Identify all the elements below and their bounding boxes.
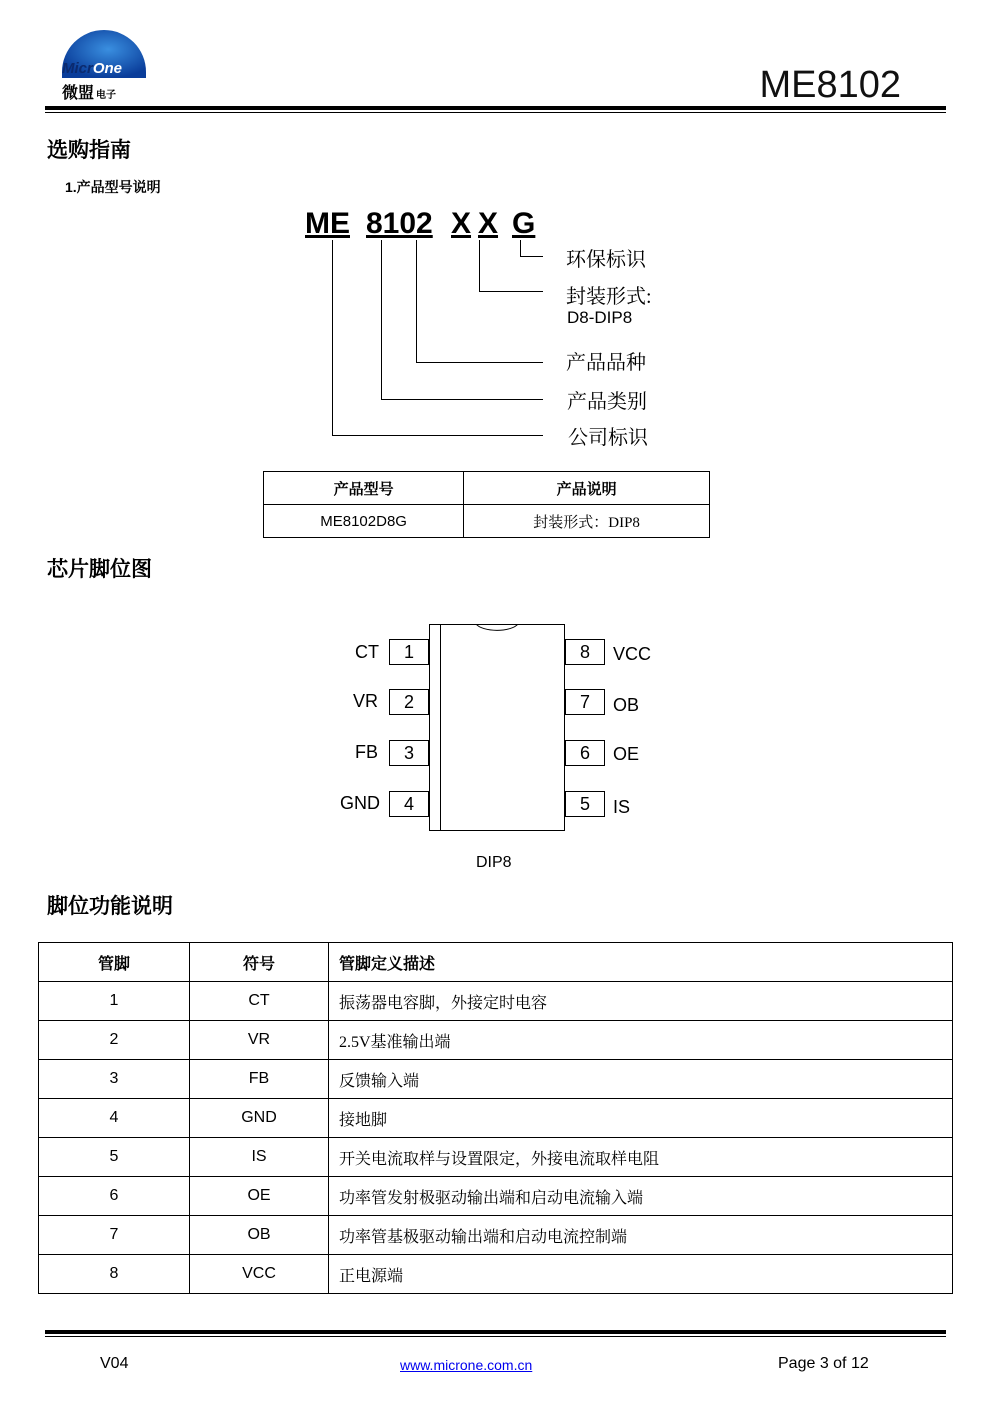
pin-box-4: 4: [389, 791, 429, 817]
cell-symbol: VCC: [190, 1255, 329, 1294]
pin-name-ob: OB: [613, 695, 640, 715]
cell-symbol: CT: [190, 982, 329, 1021]
code-part-x1: X: [451, 207, 472, 240]
pin-box-6: 6: [565, 740, 605, 766]
pin-box-2: 2: [389, 689, 429, 715]
connector-category-h: [381, 399, 543, 400]
cell-pin: 3: [39, 1060, 190, 1099]
section-title-selection: 选购指南: [47, 139, 131, 162]
connector-variant-h: [416, 362, 543, 363]
label-company: 公司标识: [568, 427, 648, 449]
model-table: [263, 471, 710, 538]
connector-package-h: [479, 291, 543, 292]
pin-box-7: 7: [565, 689, 605, 715]
model-table-header-cell: 产品说明: [464, 472, 710, 505]
cell-pin: 8: [39, 1255, 190, 1294]
cell-symbol: FB: [190, 1060, 329, 1099]
model-table-header: [264, 472, 710, 505]
cell-description: 功率管发射极驱动输出端和启动电流输入端: [329, 1177, 953, 1216]
header-rule: [45, 106, 946, 110]
table-row: [39, 1255, 953, 1294]
package-label: DIP8: [476, 854, 512, 871]
code-part-8102: 8102: [366, 207, 433, 240]
table-row: [264, 505, 710, 538]
connector-variant-v: [416, 240, 417, 362]
cell-description: 接地脚: [329, 1099, 953, 1138]
table-row: [39, 1138, 953, 1177]
pin-function-header: [39, 943, 953, 982]
cell-pin: 2: [39, 1021, 190, 1060]
footer-page-number: Page 3 of 12: [778, 1355, 869, 1372]
pin-name-gnd: GND: [340, 793, 380, 813]
table-row: [39, 1060, 953, 1099]
code-part-g: G: [512, 207, 536, 240]
connector-eco-v: [520, 240, 521, 256]
cell-pin: 4: [39, 1099, 190, 1138]
footer-rule: [45, 1330, 946, 1334]
document-title: ME8102: [759, 64, 901, 106]
cell-description: 2.5V基准输出端: [329, 1021, 953, 1060]
footer-website: [400, 1357, 532, 1373]
cell-symbol: GND: [190, 1099, 329, 1138]
pin-box-8: 8: [565, 639, 605, 665]
table-row: [39, 1021, 953, 1060]
connector-eco-h: [520, 256, 543, 257]
footer-rule-thin: [45, 1336, 946, 1337]
footer-version: V04: [100, 1355, 129, 1372]
code-part-x2: X: [478, 207, 499, 240]
cell-pin: 1: [39, 982, 190, 1021]
label-package-value: D8-DIP8: [567, 308, 633, 327]
pin-name-vr: VR: [353, 691, 379, 711]
model-table-header-cell: 产品型号: [264, 472, 464, 505]
label-category: 产品类别: [567, 391, 647, 413]
section-title-pin-function: 脚位功能说明: [47, 895, 173, 918]
label-package: 封装形式:: [566, 286, 652, 308]
pin-box-5: 5: [565, 791, 605, 817]
table-row: [39, 1216, 953, 1255]
connector-company-v: [332, 240, 333, 435]
cell-symbol: OB: [190, 1216, 329, 1255]
table-row: [39, 1177, 953, 1216]
cell-description: 正电源端: [329, 1255, 953, 1294]
code-part-me: ME: [305, 207, 350, 240]
table-row: [39, 982, 953, 1021]
label-eco: 环保标识: [566, 249, 646, 271]
cell-pin: 6: [39, 1177, 190, 1216]
connector-category-v: [381, 240, 382, 399]
pin-name-is: IS: [613, 797, 631, 817]
chip-pin1-strip: [429, 624, 441, 831]
cell-description: 反馈输入端: [329, 1060, 953, 1099]
header-symbol: 符号: [190, 943, 329, 982]
section-subtitle-model: 1.产品型号说明: [65, 179, 161, 195]
header-rule-thin: [45, 112, 946, 113]
label-variant: 产品品种: [566, 352, 646, 374]
cell-pin: 5: [39, 1138, 190, 1177]
pin-name-ct: CT: [355, 642, 379, 662]
connector-package-v: [479, 240, 480, 291]
model-table-cell: ME8102D8G: [264, 505, 464, 538]
cell-description: 开关电流取样与设置限定，外接电流取样电阻: [329, 1138, 953, 1177]
cell-symbol: OE: [190, 1177, 329, 1216]
pin-name-fb: FB: [355, 742, 379, 762]
model-table-cell: 封装形式：DIP8: [464, 505, 710, 538]
chip-notch-icon: [474, 624, 520, 634]
cell-symbol: VR: [190, 1021, 329, 1060]
header-pin: 管脚: [39, 943, 190, 982]
pin-box-3: 3: [389, 740, 429, 766]
cell-symbol: IS: [190, 1138, 329, 1177]
logo-english: MicrOne: [62, 60, 123, 77]
table-row: [39, 1099, 953, 1138]
cell-pin: 7: [39, 1216, 190, 1255]
connector-company-h: [332, 435, 543, 436]
cell-description: 振荡器电容脚，外接定时电容: [329, 982, 953, 1021]
website-link[interactable]: www.microne.com.cn: [400, 1357, 533, 1373]
pin-name-vcc: VCC: [613, 644, 652, 664]
pin-name-oe: OE: [613, 744, 640, 764]
pin-box-1: 1: [389, 639, 429, 665]
section-title-pinout: 芯片脚位图: [47, 558, 152, 581]
pin-function-table: [38, 942, 953, 1294]
chip-body: [429, 624, 565, 831]
header-description: 管脚定义描述: [329, 943, 953, 982]
cell-description: 功率管基极驱动输出端和启动电流控制端: [329, 1216, 953, 1255]
logo-chinese: 微盟 电子: [62, 85, 117, 102]
